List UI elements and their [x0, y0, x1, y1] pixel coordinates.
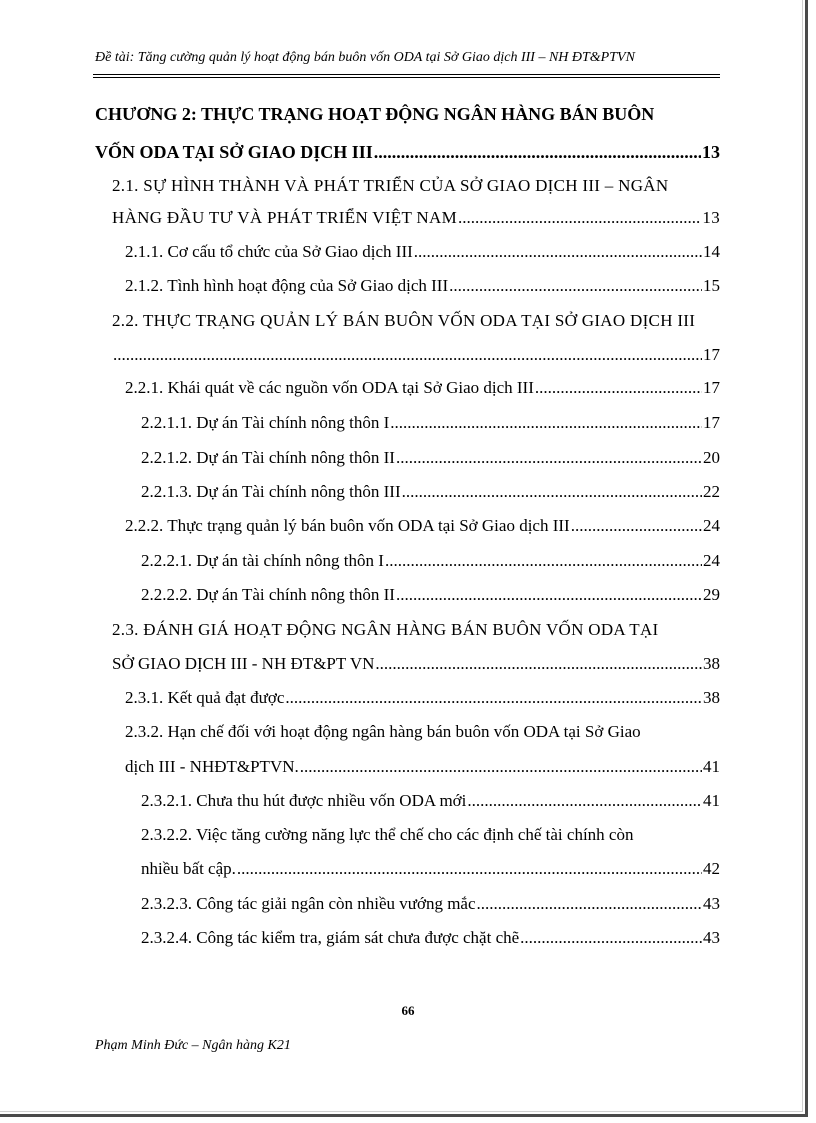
dot-leader: [520, 928, 702, 948]
dot-leader: [375, 654, 702, 674]
toc-section-2-3-2-4[interactable]: 2.3.2.4. Công tác kiểm tra, giám sát chưa được chặt chẽ ..... 43: [141, 928, 720, 948]
toc-section-2-2-1[interactable]: 2.2.1. Khái quát về các nguồn vốn ODA tại Sở Giao dịch III ..... 17: [125, 378, 720, 398]
toc-section-2-3-2-2[interactable]: nhiều bất cập. ..... 42: [141, 859, 720, 879]
toc-page-number: 17: [703, 378, 720, 397]
toc-section-2-1-1[interactable]: 2.1.1. Cơ cấu tổ chức của Sở Giao dịch III ..... 14: [125, 242, 720, 262]
toc-page-number: 41: [703, 791, 720, 810]
dot-leader: [396, 448, 702, 468]
toc-chapter-2[interactable]: VỐN ODA TẠI SỞ GIAO DỊCH III ..... 13: [95, 142, 720, 162]
dot-leader: [458, 208, 701, 228]
dot-leader: [237, 859, 702, 879]
toc-page-number: 29: [703, 585, 720, 604]
toc-section-2-1-line1[interactable]: 2.1. SỰ HÌNH THÀNH VÀ PHÁT TRIỂN CỦA SỞ GIAO DỊCH III – NGÂN: [112, 176, 669, 195]
dot-leader: [390, 413, 702, 433]
dot-leader: [385, 551, 702, 571]
dot-leader: [396, 585, 702, 605]
dot-leader: [414, 242, 702, 262]
toc-page-number: 14: [703, 242, 720, 261]
running-header: Đề tài: Tăng cường quản lý hoạt động bán buôn vốn ODA tại Sở Giao dịch III – NH ĐT&PTVN: [95, 50, 635, 65]
header-rule: [93, 74, 720, 78]
toc-section-2-1-2[interactable]: 2.1.2. Tình hình hoạt động của Sở Giao dịch III ..... 15: [125, 276, 720, 296]
running-footer: Phạm Minh Đức – Ngân hàng K21: [95, 1038, 291, 1053]
toc-section-2-3-line1[interactable]: 2.3. ĐÁNH GIÁ HOẠT ĐỘNG NGÂN HÀNG BÁN BUÔN VỐN ODA TẠI: [112, 620, 659, 639]
toc-section-2-2-2-1[interactable]: 2.2.2.1. Dự án tài chính nông thôn I ..... 24: [141, 551, 720, 571]
toc-page-number: 24: [703, 551, 720, 570]
toc-section-2-2-2-2[interactable]: 2.2.2.2. Dự án Tài chính nông thôn II ..... 29: [141, 585, 720, 605]
toc-page-number: 42: [703, 859, 720, 878]
toc-section-2-3-1[interactable]: 2.3.1. Kết quả đạt được ..... 38: [125, 688, 720, 708]
dot-leader: [467, 791, 702, 811]
toc-section-2-3-2-2-line1[interactable]: 2.3.2.2. Việc tăng cường năng lực thể chế cho các định chế tài chính còn: [141, 825, 634, 844]
toc-section-2-3-2-1[interactable]: 2.3.2.1. Chưa thu hút được nhiều vốn ODA mới ..... 41: [141, 791, 720, 811]
toc-page-number: 17: [703, 413, 720, 432]
toc-section-2-3[interactable]: SỞ GIAO DỊCH III - NH ĐT&PT VN ..... 38: [112, 654, 720, 674]
toc-page-number: 13: [702, 208, 720, 227]
dot-leader: [402, 482, 702, 502]
toc-section-2-2-1-3[interactable]: 2.2.1.3. Dự án Tài chính nông thôn III ..... 22: [141, 482, 720, 502]
dot-leader: [300, 757, 702, 777]
dot-leader: [113, 345, 702, 365]
dot-leader: [535, 378, 702, 398]
toc-page-number: 24: [703, 516, 720, 535]
dot-leader: [374, 142, 701, 162]
toc-page-number: 38: [703, 654, 720, 673]
toc-section-2-3-2-line1[interactable]: 2.3.2. Hạn chế đối với hoạt động ngân hàng bán buôn vốn ODA tại Sở Giao: [125, 722, 641, 741]
toc-section-2-2-2[interactable]: 2.2.2. Thực trạng quản lý bán buôn vốn ODA tại Sở Giao dịch III ..... 24: [125, 516, 720, 536]
dot-leader: [571, 516, 702, 536]
dot-leader: [477, 894, 702, 914]
toc-section-2-1[interactable]: HÀNG ĐẦU TƯ VÀ PHÁT TRIỂN VIỆT NAM ..... 13: [112, 208, 720, 228]
toc-page-number: 15: [703, 276, 720, 295]
toc-page-number: 43: [703, 894, 720, 913]
toc-page-number: 38: [703, 688, 720, 707]
dot-leader: [449, 276, 702, 296]
toc-chapter-2-line1[interactable]: CHƯƠNG 2: THỰC TRẠNG HOẠT ĐỘNG NGÂN HÀNG BÁN BUÔN: [95, 104, 655, 124]
toc-page-number: 41: [703, 757, 720, 776]
toc-page-number: 20: [703, 448, 720, 467]
toc-section-2-3-2-3[interactable]: 2.3.2.3. Công tác giải ngân còn nhiều vướng mắc ..... 43: [141, 894, 720, 914]
toc-page-number: 22: [703, 482, 720, 501]
toc-section-2-2[interactable]: [112, 345, 720, 365]
toc-page-number: 43: [703, 928, 720, 947]
toc-section-2-2-line1[interactable]: 2.2. THỰC TRẠNG QUẢN LÝ BÁN BUÔN VỐN ODA TẠI SỞ GIAO DỊCH III: [112, 311, 696, 330]
toc-page-number: 13: [702, 142, 720, 162]
page-number: 66: [401, 1003, 415, 1018]
toc-page-number: 17: [703, 345, 720, 364]
toc-section-2-2-1-2[interactable]: 2.2.1.2. Dự án Tài chính nông thôn II ..... 20: [141, 448, 720, 468]
toc-section-2-3-2[interactable]: dịch III - NHĐT&PTVN. ..... 41: [125, 757, 720, 777]
dot-leader: [285, 688, 702, 708]
toc-section-2-2-1-1[interactable]: 2.2.1.1. Dự án Tài chính nông thôn I ..... 17: [141, 413, 720, 433]
